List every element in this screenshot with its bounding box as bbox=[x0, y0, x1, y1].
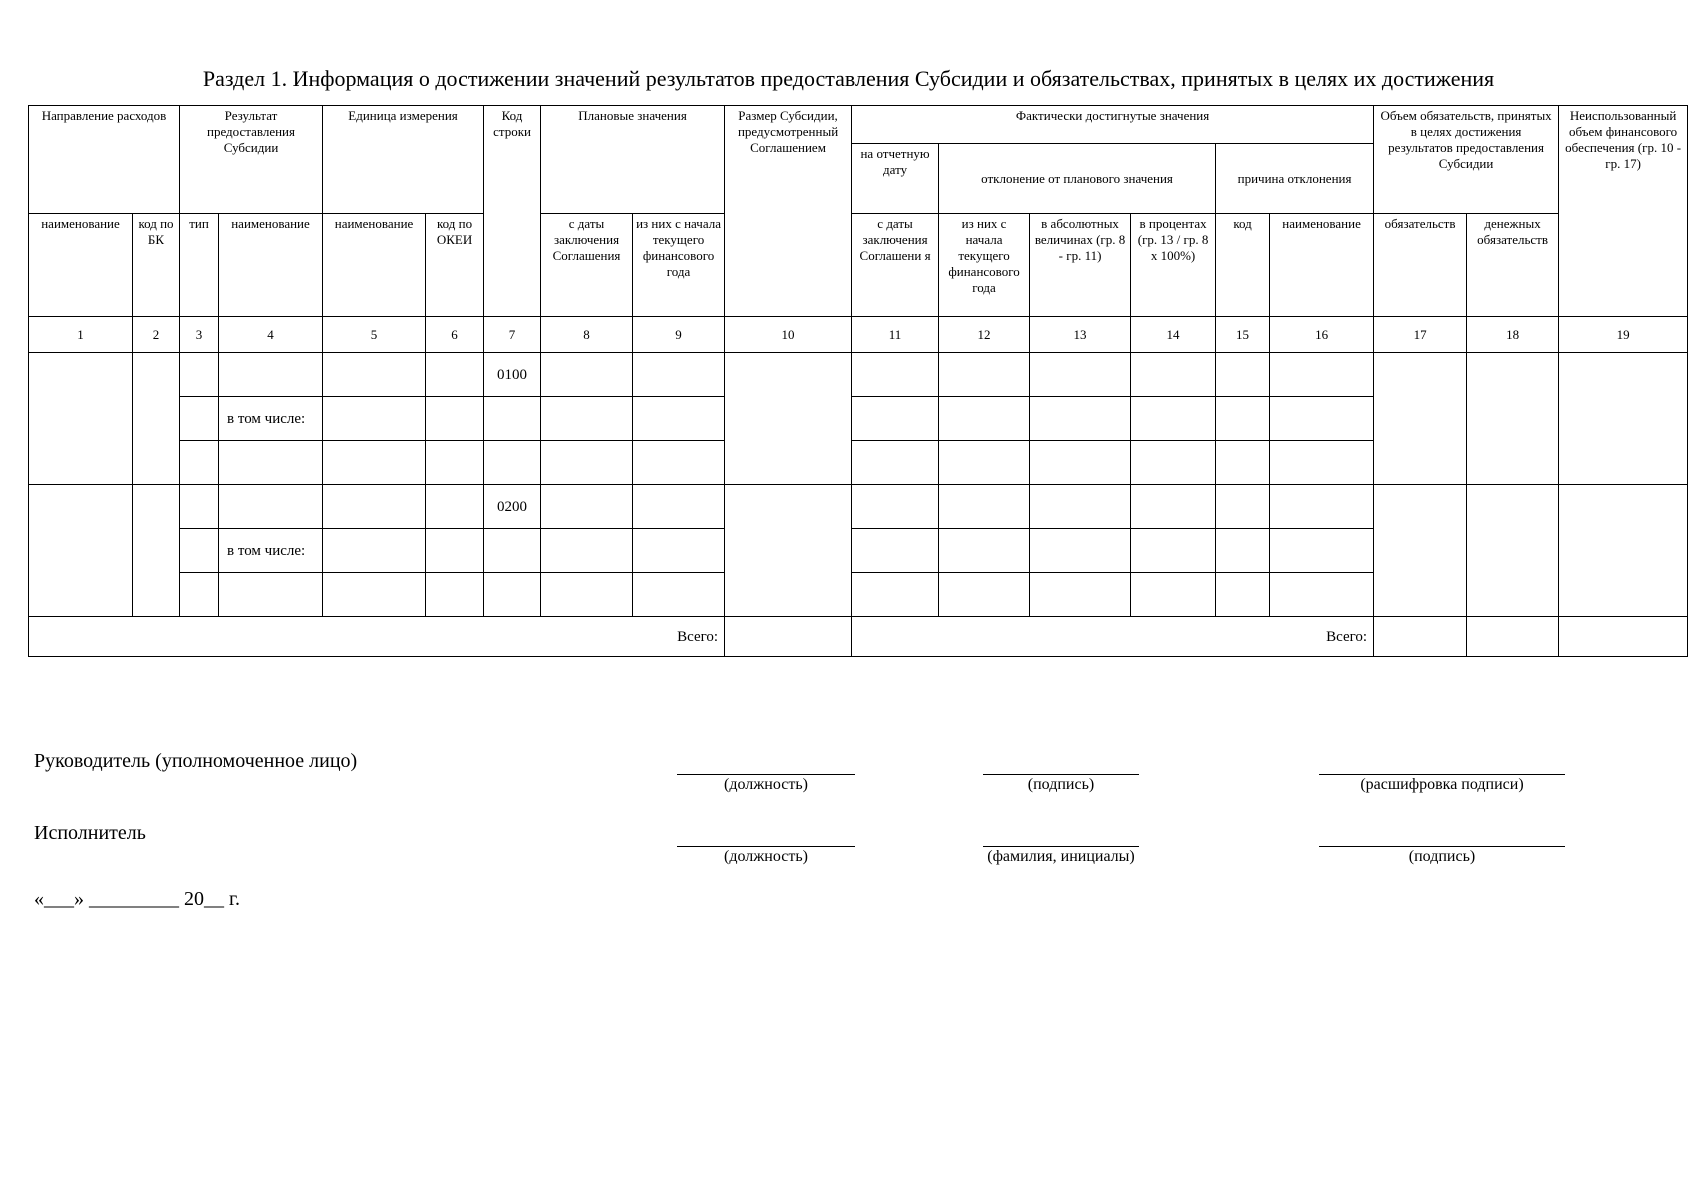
col-num: 6 bbox=[426, 317, 484, 353]
col-num: 16 bbox=[1270, 317, 1374, 353]
cell-kod-bk[interactable] bbox=[133, 485, 180, 617]
col-num: 10 bbox=[725, 317, 852, 353]
ispolnitel-familiya-line[interactable]: (фамилия, инициалы) bbox=[983, 846, 1139, 866]
cell-otkl-proc[interactable] bbox=[1131, 397, 1216, 441]
header-prichina: причина отклонения bbox=[1216, 144, 1374, 214]
cell-v-tom-chisle: в том числе: bbox=[219, 397, 323, 441]
header-naim2: наименование bbox=[219, 214, 323, 317]
col-num: 12 bbox=[939, 317, 1030, 353]
cell-kod-stroki[interactable] bbox=[484, 441, 541, 485]
header-v-absolyut: в абсолютных величинах (гр. 8 - гр. 11) bbox=[1030, 214, 1131, 317]
header-obyazatelstv: обязательств bbox=[1374, 214, 1467, 317]
header-kod: код bbox=[1216, 214, 1270, 317]
total-obyazatelstv[interactable] bbox=[1374, 617, 1467, 657]
cell-plan-iz-nih[interactable] bbox=[633, 353, 725, 397]
cell-prichina-kod[interactable] bbox=[1216, 529, 1270, 573]
col-num: 18 bbox=[1467, 317, 1559, 353]
header-v-procent: в процентах (гр. 13 / гр. 8 х 100%) bbox=[1131, 214, 1216, 317]
cell-rezultat-naim[interactable] bbox=[219, 353, 323, 397]
col-num: 15 bbox=[1216, 317, 1270, 353]
cell-fakt-iz-nih[interactable] bbox=[939, 397, 1030, 441]
cell-prichina-naim[interactable] bbox=[1270, 397, 1374, 441]
cell-neisp[interactable] bbox=[1559, 485, 1688, 617]
col-num: 4 bbox=[219, 317, 323, 353]
cell-kod-stroki[interactable] bbox=[484, 397, 541, 441]
total-label-left: Всего: bbox=[29, 617, 725, 657]
cell-plan-iz-nih[interactable] bbox=[633, 529, 725, 573]
cell-kod-stroki: 0100 bbox=[484, 353, 541, 397]
ispolnitel-label: Исполнитель bbox=[34, 822, 146, 844]
cell-edinica-naim[interactable] bbox=[323, 485, 426, 529]
header-kod-stroki: Код строки bbox=[484, 106, 541, 317]
header-razmer: Размер Субсидии, предусмотренный Соглашением bbox=[725, 106, 852, 317]
column-numbers-row bbox=[29, 317, 1688, 353]
table-row bbox=[29, 485, 1688, 529]
cell-tip[interactable] bbox=[180, 485, 219, 529]
col-num: 19 bbox=[1559, 317, 1688, 353]
header-fakticheski: Фактически достигнутые значения bbox=[852, 106, 1374, 144]
cell-fakt-iz-nih[interactable] bbox=[939, 529, 1030, 573]
rukovoditel-rasshifrovka-line[interactable]: (расшифровка подписи) bbox=[1319, 774, 1565, 794]
cell-rezultat-naim[interactable] bbox=[219, 573, 323, 617]
cell-prichina-kod[interactable] bbox=[1216, 353, 1270, 397]
cell-plan-s-daty[interactable] bbox=[541, 353, 633, 397]
cell-fakt-iz-nih[interactable] bbox=[939, 353, 1030, 397]
cell-fakt-iz-nih[interactable] bbox=[939, 573, 1030, 617]
header-tip: тип bbox=[180, 214, 219, 317]
cell-otkl-abs[interactable] bbox=[1030, 397, 1131, 441]
total-neisp[interactable] bbox=[1559, 617, 1688, 657]
cell-obyazatelstv[interactable] bbox=[1374, 485, 1467, 617]
header-edinica: Единица измерения bbox=[323, 106, 484, 214]
cell-napravlenie-naim[interactable] bbox=[29, 485, 133, 617]
col-num: 8 bbox=[541, 317, 633, 353]
cell-fakt-na-datu[interactable] bbox=[852, 397, 939, 441]
cell-kod-okei[interactable] bbox=[426, 441, 484, 485]
cell-fakt-iz-nih[interactable] bbox=[939, 485, 1030, 529]
cell-plan-iz-nih[interactable] bbox=[633, 397, 725, 441]
cell-napravlenie-naim[interactable] bbox=[29, 353, 133, 485]
cell-fakt-na-datu[interactable] bbox=[852, 353, 939, 397]
ispolnitel-dolzhnost-line[interactable]: (должность) bbox=[677, 846, 855, 866]
cell-tip[interactable] bbox=[180, 353, 219, 397]
cell-plan-iz-nih[interactable] bbox=[633, 441, 725, 485]
col-num: 11 bbox=[852, 317, 939, 353]
cell-edinica-naim[interactable] bbox=[323, 573, 426, 617]
cell-tip[interactable] bbox=[180, 441, 219, 485]
cell-kod-stroki[interactable] bbox=[484, 573, 541, 617]
header-iz-nih-plan: из них с начала текущего финансового года bbox=[633, 214, 725, 317]
cell-kod-okei[interactable] bbox=[426, 353, 484, 397]
cell-prichina-naim[interactable] bbox=[1270, 529, 1374, 573]
cell-plan-s-daty[interactable] bbox=[541, 397, 633, 441]
header-denezhnyh: денежных обязательств bbox=[1467, 214, 1559, 317]
cell-kod-okei[interactable] bbox=[426, 529, 484, 573]
rukovoditel-dolzhnost-line[interactable]: (должность) bbox=[677, 774, 855, 794]
header-obem: Объем обязательств, принятых в целях достижения результатов предоставления Субсидии bbox=[1374, 106, 1559, 214]
col-num: 7 bbox=[484, 317, 541, 353]
header-row-1 bbox=[29, 106, 1688, 144]
header-naim4: наименование bbox=[1270, 214, 1374, 317]
header-s-daty-plan: с даты заключения Соглашения bbox=[541, 214, 633, 317]
cell-prichina-kod[interactable] bbox=[1216, 573, 1270, 617]
cell-otkl-proc[interactable] bbox=[1131, 573, 1216, 617]
header-planovye: Плановые значения bbox=[541, 106, 725, 214]
col-num: 17 bbox=[1374, 317, 1467, 353]
rukovoditel-podpis-line[interactable]: (подпись) bbox=[983, 774, 1139, 794]
cell-otkl-abs[interactable] bbox=[1030, 573, 1131, 617]
header-napravlenie: Направление расходов bbox=[29, 106, 180, 214]
cell-prichina-naim[interactable] bbox=[1270, 485, 1374, 529]
cell-edinica-naim[interactable] bbox=[323, 441, 426, 485]
header-rezultat: Результат предоставления Субсидии bbox=[180, 106, 323, 214]
cell-plan-iz-nih[interactable] bbox=[633, 573, 725, 617]
cell-plan-iz-nih[interactable] bbox=[633, 485, 725, 529]
cell-rezultat-naim[interactable] bbox=[219, 485, 323, 529]
cell-otkl-proc[interactable] bbox=[1131, 441, 1216, 485]
cell-otkl-proc[interactable] bbox=[1131, 353, 1216, 397]
cell-edinica-naim[interactable] bbox=[323, 529, 426, 573]
cell-kod-okei[interactable] bbox=[426, 397, 484, 441]
header-kod-okei: код по ОКЕИ bbox=[426, 214, 484, 317]
header-naim1: наименование bbox=[29, 214, 133, 317]
cell-plan-s-daty[interactable] bbox=[541, 485, 633, 529]
cell-obyazatelstv[interactable] bbox=[1374, 353, 1467, 485]
total-label-right: Всего: bbox=[852, 617, 1374, 657]
col-num: 2 bbox=[133, 317, 180, 353]
cell-otkl-abs[interactable] bbox=[1030, 529, 1131, 573]
header-kod-bk: код по БК bbox=[133, 214, 180, 317]
col-num: 5 bbox=[323, 317, 426, 353]
header-iz-nih-fakt: из них с начала текущего финансового года bbox=[939, 214, 1030, 317]
cell-otkl-proc[interactable] bbox=[1131, 485, 1216, 529]
cell-tip[interactable] bbox=[180, 573, 219, 617]
cell-prichina-naim[interactable] bbox=[1270, 573, 1374, 617]
col-num: 3 bbox=[180, 317, 219, 353]
cell-otkl-abs[interactable] bbox=[1030, 441, 1131, 485]
col-num: 1 bbox=[29, 317, 133, 353]
cell-tip[interactable] bbox=[180, 397, 219, 441]
cell-fakt-na-datu[interactable] bbox=[852, 529, 939, 573]
cell-prichina-naim[interactable] bbox=[1270, 353, 1374, 397]
ispolnitel-podpis-line[interactable]: (подпись) bbox=[1319, 846, 1565, 866]
col-num: 14 bbox=[1131, 317, 1216, 353]
report-table bbox=[28, 105, 1688, 657]
table-row bbox=[29, 353, 1688, 397]
col-num: 9 bbox=[633, 317, 725, 353]
cell-denezhnyh[interactable] bbox=[1467, 353, 1559, 485]
date-line[interactable]: «___» _________ 20__ г. bbox=[34, 888, 240, 910]
cell-razmer[interactable] bbox=[725, 353, 852, 485]
cell-prichina-kod[interactable] bbox=[1216, 441, 1270, 485]
header-naim3: наименование bbox=[323, 214, 426, 317]
cell-plan-s-daty[interactable] bbox=[541, 573, 633, 617]
cell-otkl-abs[interactable] bbox=[1030, 353, 1131, 397]
cell-neisp[interactable] bbox=[1559, 353, 1688, 485]
cell-plan-s-daty[interactable] bbox=[541, 441, 633, 485]
header-row-3 bbox=[29, 214, 1688, 317]
cell-plan-s-daty[interactable] bbox=[541, 529, 633, 573]
header-neisp: Неиспользованный объем финансового обеспечения (гр. 10 - гр. 17) bbox=[1559, 106, 1688, 317]
section-title: Раздел 1. Информация о достижении значений результатов предоставления Субсидии и обязательствах, принятых в целях их достижения bbox=[202, 66, 1495, 91]
cell-rezultat-naim[interactable] bbox=[219, 441, 323, 485]
cell-razmer[interactable] bbox=[725, 485, 852, 617]
cell-edinica-naim[interactable] bbox=[323, 353, 426, 397]
cell-prichina-naim[interactable] bbox=[1270, 441, 1374, 485]
cell-otkl-proc[interactable] bbox=[1131, 529, 1216, 573]
cell-fakt-na-datu[interactable] bbox=[852, 441, 939, 485]
col-num: 13 bbox=[1030, 317, 1131, 353]
cell-kod-okei[interactable] bbox=[426, 485, 484, 529]
cell-edinica-naim[interactable] bbox=[323, 397, 426, 441]
total-razmer[interactable] bbox=[725, 617, 852, 657]
cell-denezhnyh[interactable] bbox=[1467, 485, 1559, 617]
cell-kod-okei[interactable] bbox=[426, 573, 484, 617]
cell-fakt-na-datu[interactable] bbox=[852, 573, 939, 617]
total-row bbox=[29, 617, 1688, 657]
rukovoditel-label: Руководитель (уполномоченное лицо) bbox=[34, 750, 358, 772]
cell-kod-bk[interactable] bbox=[133, 353, 180, 485]
cell-otkl-abs[interactable] bbox=[1030, 485, 1131, 529]
cell-kod-stroki[interactable] bbox=[484, 529, 541, 573]
cell-fakt-iz-nih[interactable] bbox=[939, 441, 1030, 485]
total-denezhnyh[interactable] bbox=[1467, 617, 1559, 657]
cell-prichina-kod[interactable] bbox=[1216, 485, 1270, 529]
cell-prichina-kod[interactable] bbox=[1216, 397, 1270, 441]
header-otklonenie: отклонение от планового значения bbox=[939, 144, 1216, 214]
cell-tip[interactable] bbox=[180, 529, 219, 573]
cell-v-tom-chisle: в том числе: bbox=[219, 529, 323, 573]
cell-kod-stroki: 0200 bbox=[484, 485, 541, 529]
header-s-daty-fakt: с даты заключения Соглашени я bbox=[852, 214, 939, 317]
header-na-otchetnuyu: на отчетную дату bbox=[852, 144, 939, 214]
cell-fakt-na-datu[interactable] bbox=[852, 485, 939, 529]
